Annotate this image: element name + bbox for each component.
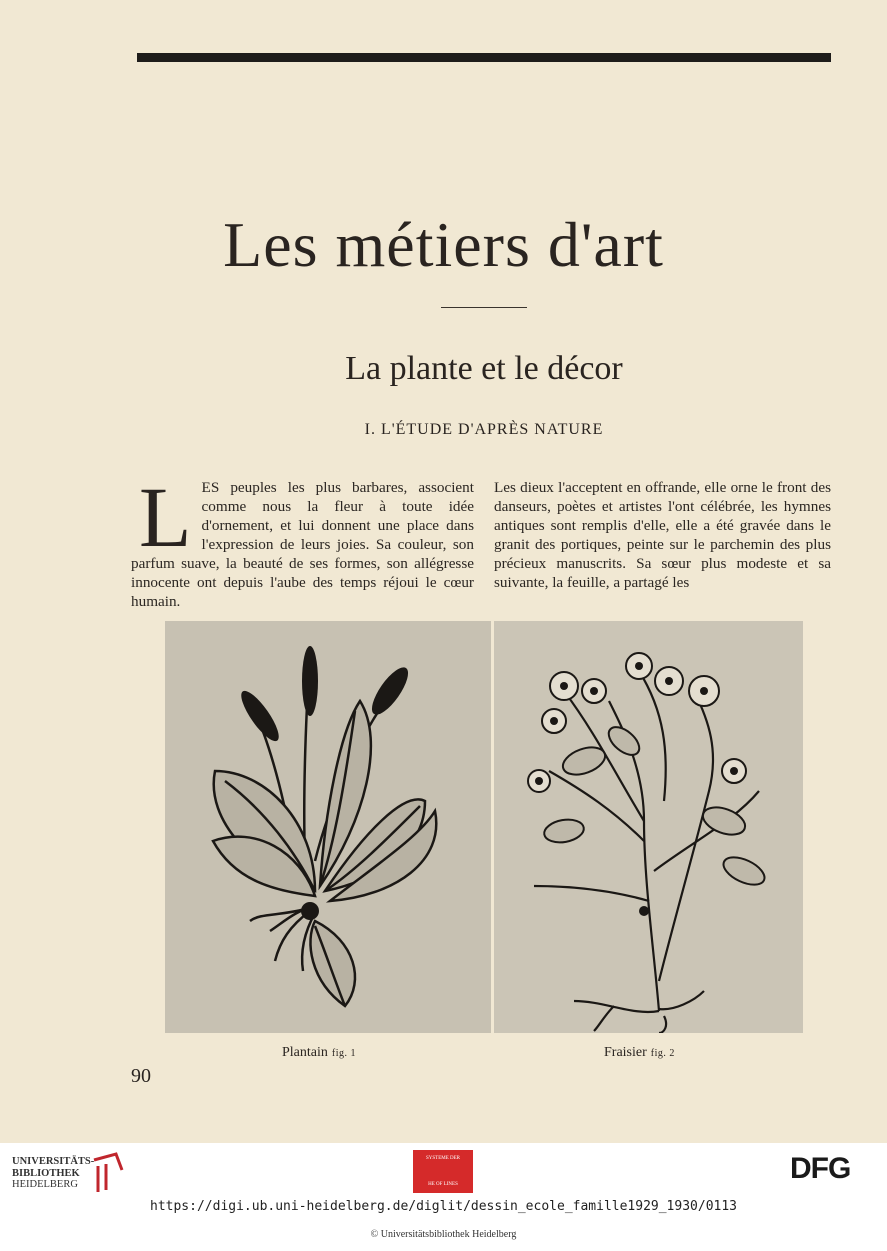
text-column-left — [131, 469, 474, 611]
dfg-logo[interactable]: DFG — [790, 1152, 851, 1185]
library-line-2: BIBLIOTHEK — [12, 1167, 80, 1179]
fraisier-illustration — [494, 621, 803, 1033]
figure-1-name: Plantain — [282, 1045, 328, 1060]
figure-2-label: fig. 2 — [650, 1048, 675, 1059]
figure-1-caption — [282, 1045, 356, 1061]
figure-plate — [165, 621, 803, 1033]
page-title: Les métiers d'art — [223, 209, 664, 280]
library-line-3: HEIDELBERG — [12, 1179, 78, 1190]
text-column-right — [494, 478, 831, 592]
university-library-logo[interactable] — [12, 1152, 132, 1197]
page-number: 90 — [131, 1065, 151, 1087]
title-separator — [441, 307, 527, 308]
section-heading: I. L'ÉTUDE D'APRÈS NATURE — [364, 421, 604, 438]
plantain-illustration — [165, 621, 491, 1033]
paragraph-left: ES peuples les plus barbares, associent comme nous la fleur à toute idée d'ornement, et lui donnent une place dans l'expression de leurs joies. Sa couleur, son parfum suave, la beauté de ses formes, son allégresse innocente ont depuis l'aube des temps réjoui le cœur humain. — [131, 479, 474, 610]
page-subtitle: La plante et le décor — [345, 350, 623, 387]
drop-cap: L — [139, 469, 192, 565]
figure-2-name: Fraisier — [604, 1045, 647, 1060]
copyright-notice: © Universitätsbibliothek Heidelberg — [370, 1229, 517, 1240]
paragraph-right: Les dieux l'acceptent en offrande, elle orne le front des danseurs, poètes et artistes l'ont célébrée, les hymnes antiques sont remplis d'elle, elle a été gravée dans le granit des portiques, peinte sur le parchemin des plus précieux manuscrits. Sa sœur plus modeste et sa suivante, la feuille, a partagé les — [494, 479, 831, 591]
library-line-1: UNIVERSITÄTS- — [12, 1156, 95, 1167]
top-rule — [137, 53, 831, 62]
center-project-logo[interactable] — [413, 1150, 473, 1193]
figure-1-label: fig. 1 — [331, 1048, 356, 1059]
center-logo-text: SYSTEME DER — [425, 1156, 461, 1161]
figure-2-caption — [604, 1045, 675, 1061]
permalink-url[interactable]: https://digi.ub.uni-heidelberg.de/diglit/dessin_ecole_famille1929_1930/0113 — [150, 1199, 737, 1214]
center-logo-text-2: HE OF LINES — [428, 1182, 458, 1187]
